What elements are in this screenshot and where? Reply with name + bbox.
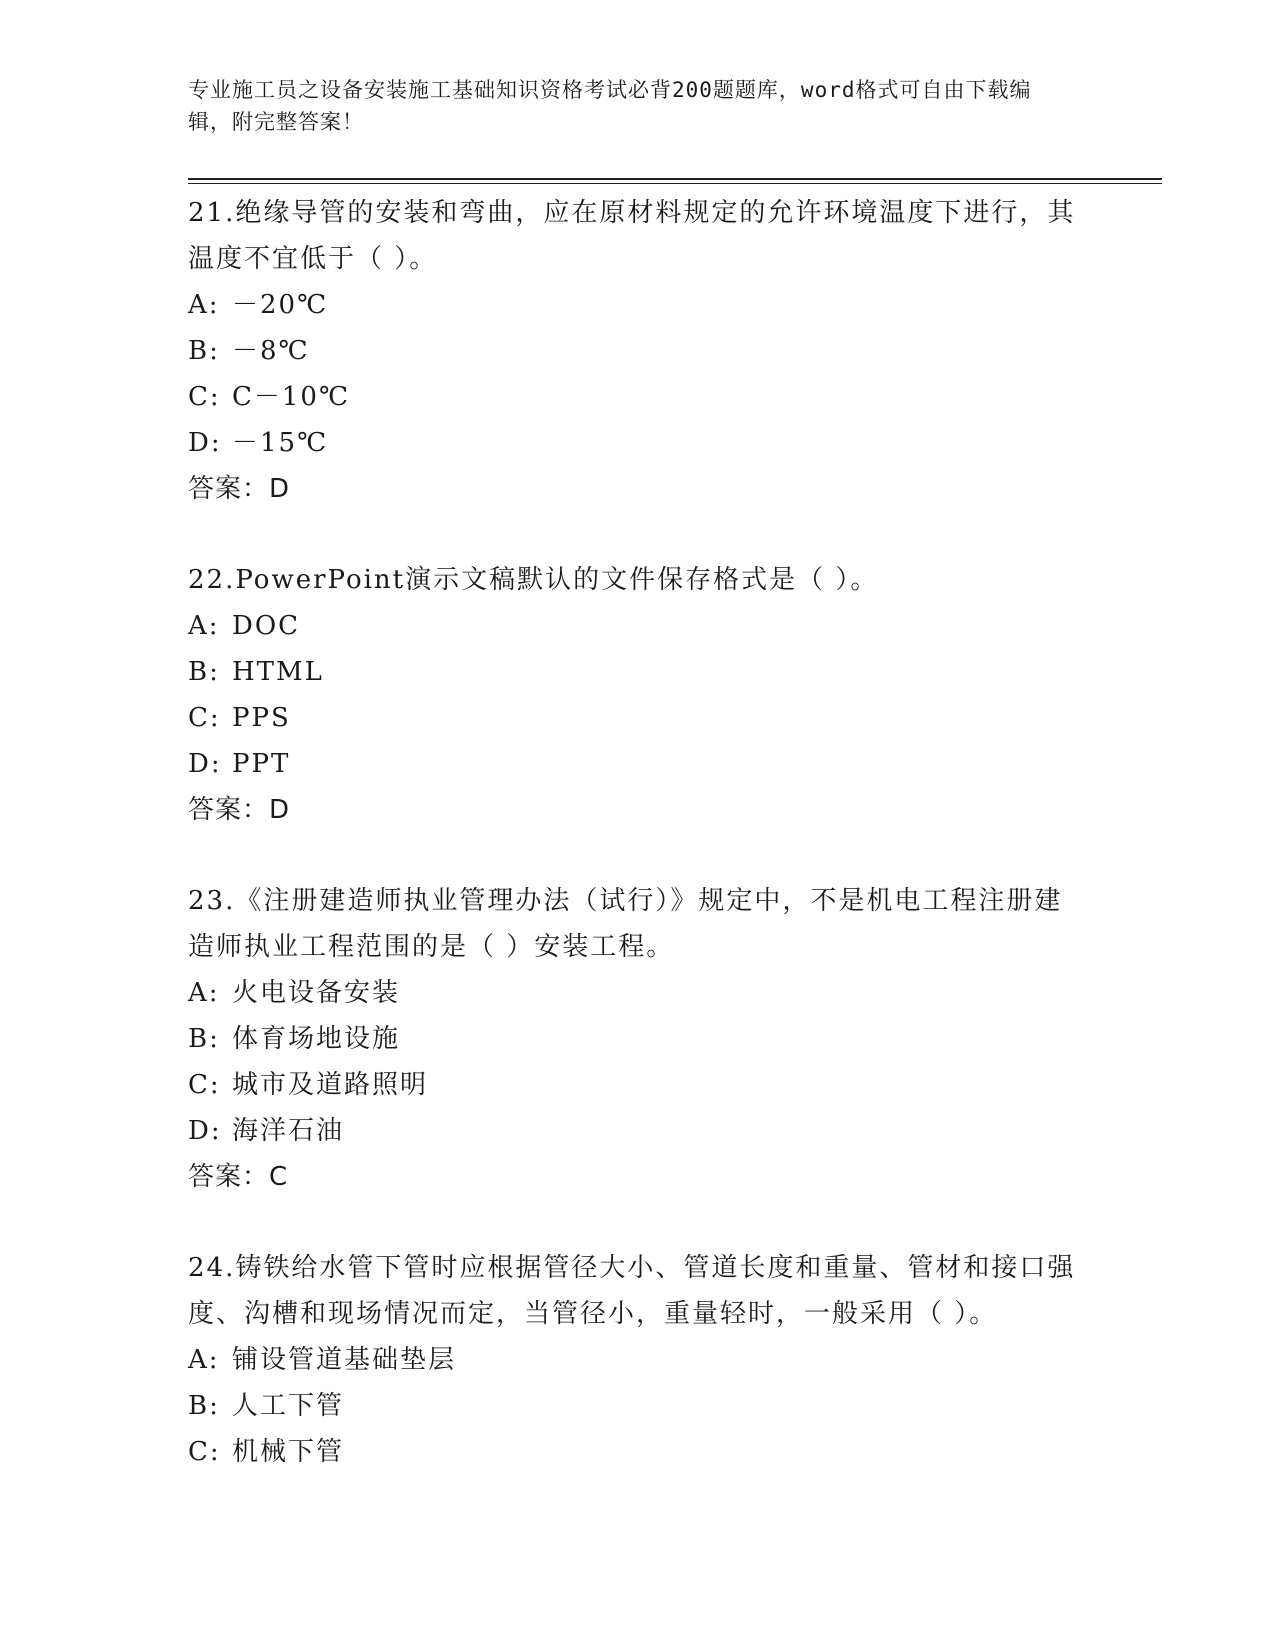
option-key: A:: [188, 290, 220, 320]
option-a: [188, 1337, 1088, 1383]
answer-line: 答案：C: [188, 1162, 289, 1192]
option-text: DOC: [232, 611, 301, 641]
option-text: －20℃: [232, 290, 329, 320]
option-text: 城市及道路照明: [232, 1070, 429, 1100]
option-text: 人工下管: [232, 1391, 345, 1421]
option-b: [188, 1016, 1088, 1062]
option-a: [188, 970, 1088, 1016]
question-spacer: [188, 833, 1088, 878]
document-header: 专业施工员之设备安装施工基础知识资格考试必背200题题库，word格式可自由下载编辑，附完整答案！: [188, 78, 1032, 134]
option-key: B:: [188, 1024, 220, 1054]
question-stem: 23.《注册建造师执业管理办法（试行）》规定中，不是机电工程注册建造师执业工程范围的是（ ）安装工程。: [188, 886, 1063, 962]
option-key: D:: [188, 749, 222, 779]
option-key: B:: [188, 1391, 220, 1421]
option-text: PPT: [232, 749, 291, 779]
question-23: [188, 878, 1088, 1200]
option-b: [188, 1383, 1088, 1429]
question-22: [188, 557, 1088, 833]
option-c: [188, 374, 1088, 420]
option-d: [188, 1108, 1088, 1154]
option-key: B:: [188, 657, 220, 687]
option-d: [188, 420, 1088, 466]
option-key: A:: [188, 611, 220, 641]
option-d: [188, 741, 1088, 787]
option-a: [188, 603, 1088, 649]
question-21: [188, 190, 1088, 512]
option-key: C:: [188, 382, 221, 412]
option-key: D:: [188, 1116, 222, 1146]
option-text: 机械下管: [232, 1437, 345, 1467]
header-divider-thin: [188, 183, 1162, 184]
option-key: B:: [188, 336, 220, 366]
question-list: [188, 190, 1088, 1475]
option-c: [188, 1062, 1088, 1108]
option-key: C:: [188, 1437, 221, 1467]
option-text: PPS: [232, 703, 291, 733]
option-b: [188, 649, 1088, 695]
option-key: A:: [188, 1345, 220, 1375]
option-key: D:: [188, 428, 222, 458]
question-24: [188, 1245, 1088, 1475]
option-key: A:: [188, 978, 220, 1008]
answer-line: 答案：D: [188, 795, 291, 825]
option-text: 海洋石油: [232, 1116, 345, 1146]
question-spacer: [188, 512, 1088, 557]
option-c: [188, 695, 1088, 741]
question-stem: 22.PowerPoint演示文稿默认的文件保存格式是（ ）。: [188, 565, 879, 595]
option-text: C－10℃: [232, 382, 351, 412]
question-stem: 24.铸铁给水管下管时应根据管径大小、管道长度和重量、管材和接口强度、沟槽和现场情况而定，当管径小，重量轻时，一般采用（ ）。: [188, 1253, 1076, 1329]
option-c: [188, 1429, 1088, 1475]
option-text: 体育场地设施: [232, 1024, 401, 1054]
option-text: －8℃: [232, 336, 310, 366]
answer-line: 答案：D: [188, 474, 291, 504]
option-text: 火电设备安装: [232, 978, 401, 1008]
option-b: [188, 328, 1088, 374]
option-text: 铺设管道基础垫层: [232, 1345, 457, 1375]
option-key: C:: [188, 703, 221, 733]
question-spacer: [188, 1200, 1088, 1245]
header-divider-thick: [188, 178, 1162, 180]
option-text: －15℃: [232, 428, 329, 458]
option-key: C:: [188, 1070, 221, 1100]
question-stem: 21.绝缘导管的安装和弯曲，应在原材料规定的允许环境温度下进行，其温度不宜低于（ ）。: [188, 198, 1076, 274]
option-text: HTML: [232, 657, 324, 687]
option-a: [188, 282, 1088, 328]
